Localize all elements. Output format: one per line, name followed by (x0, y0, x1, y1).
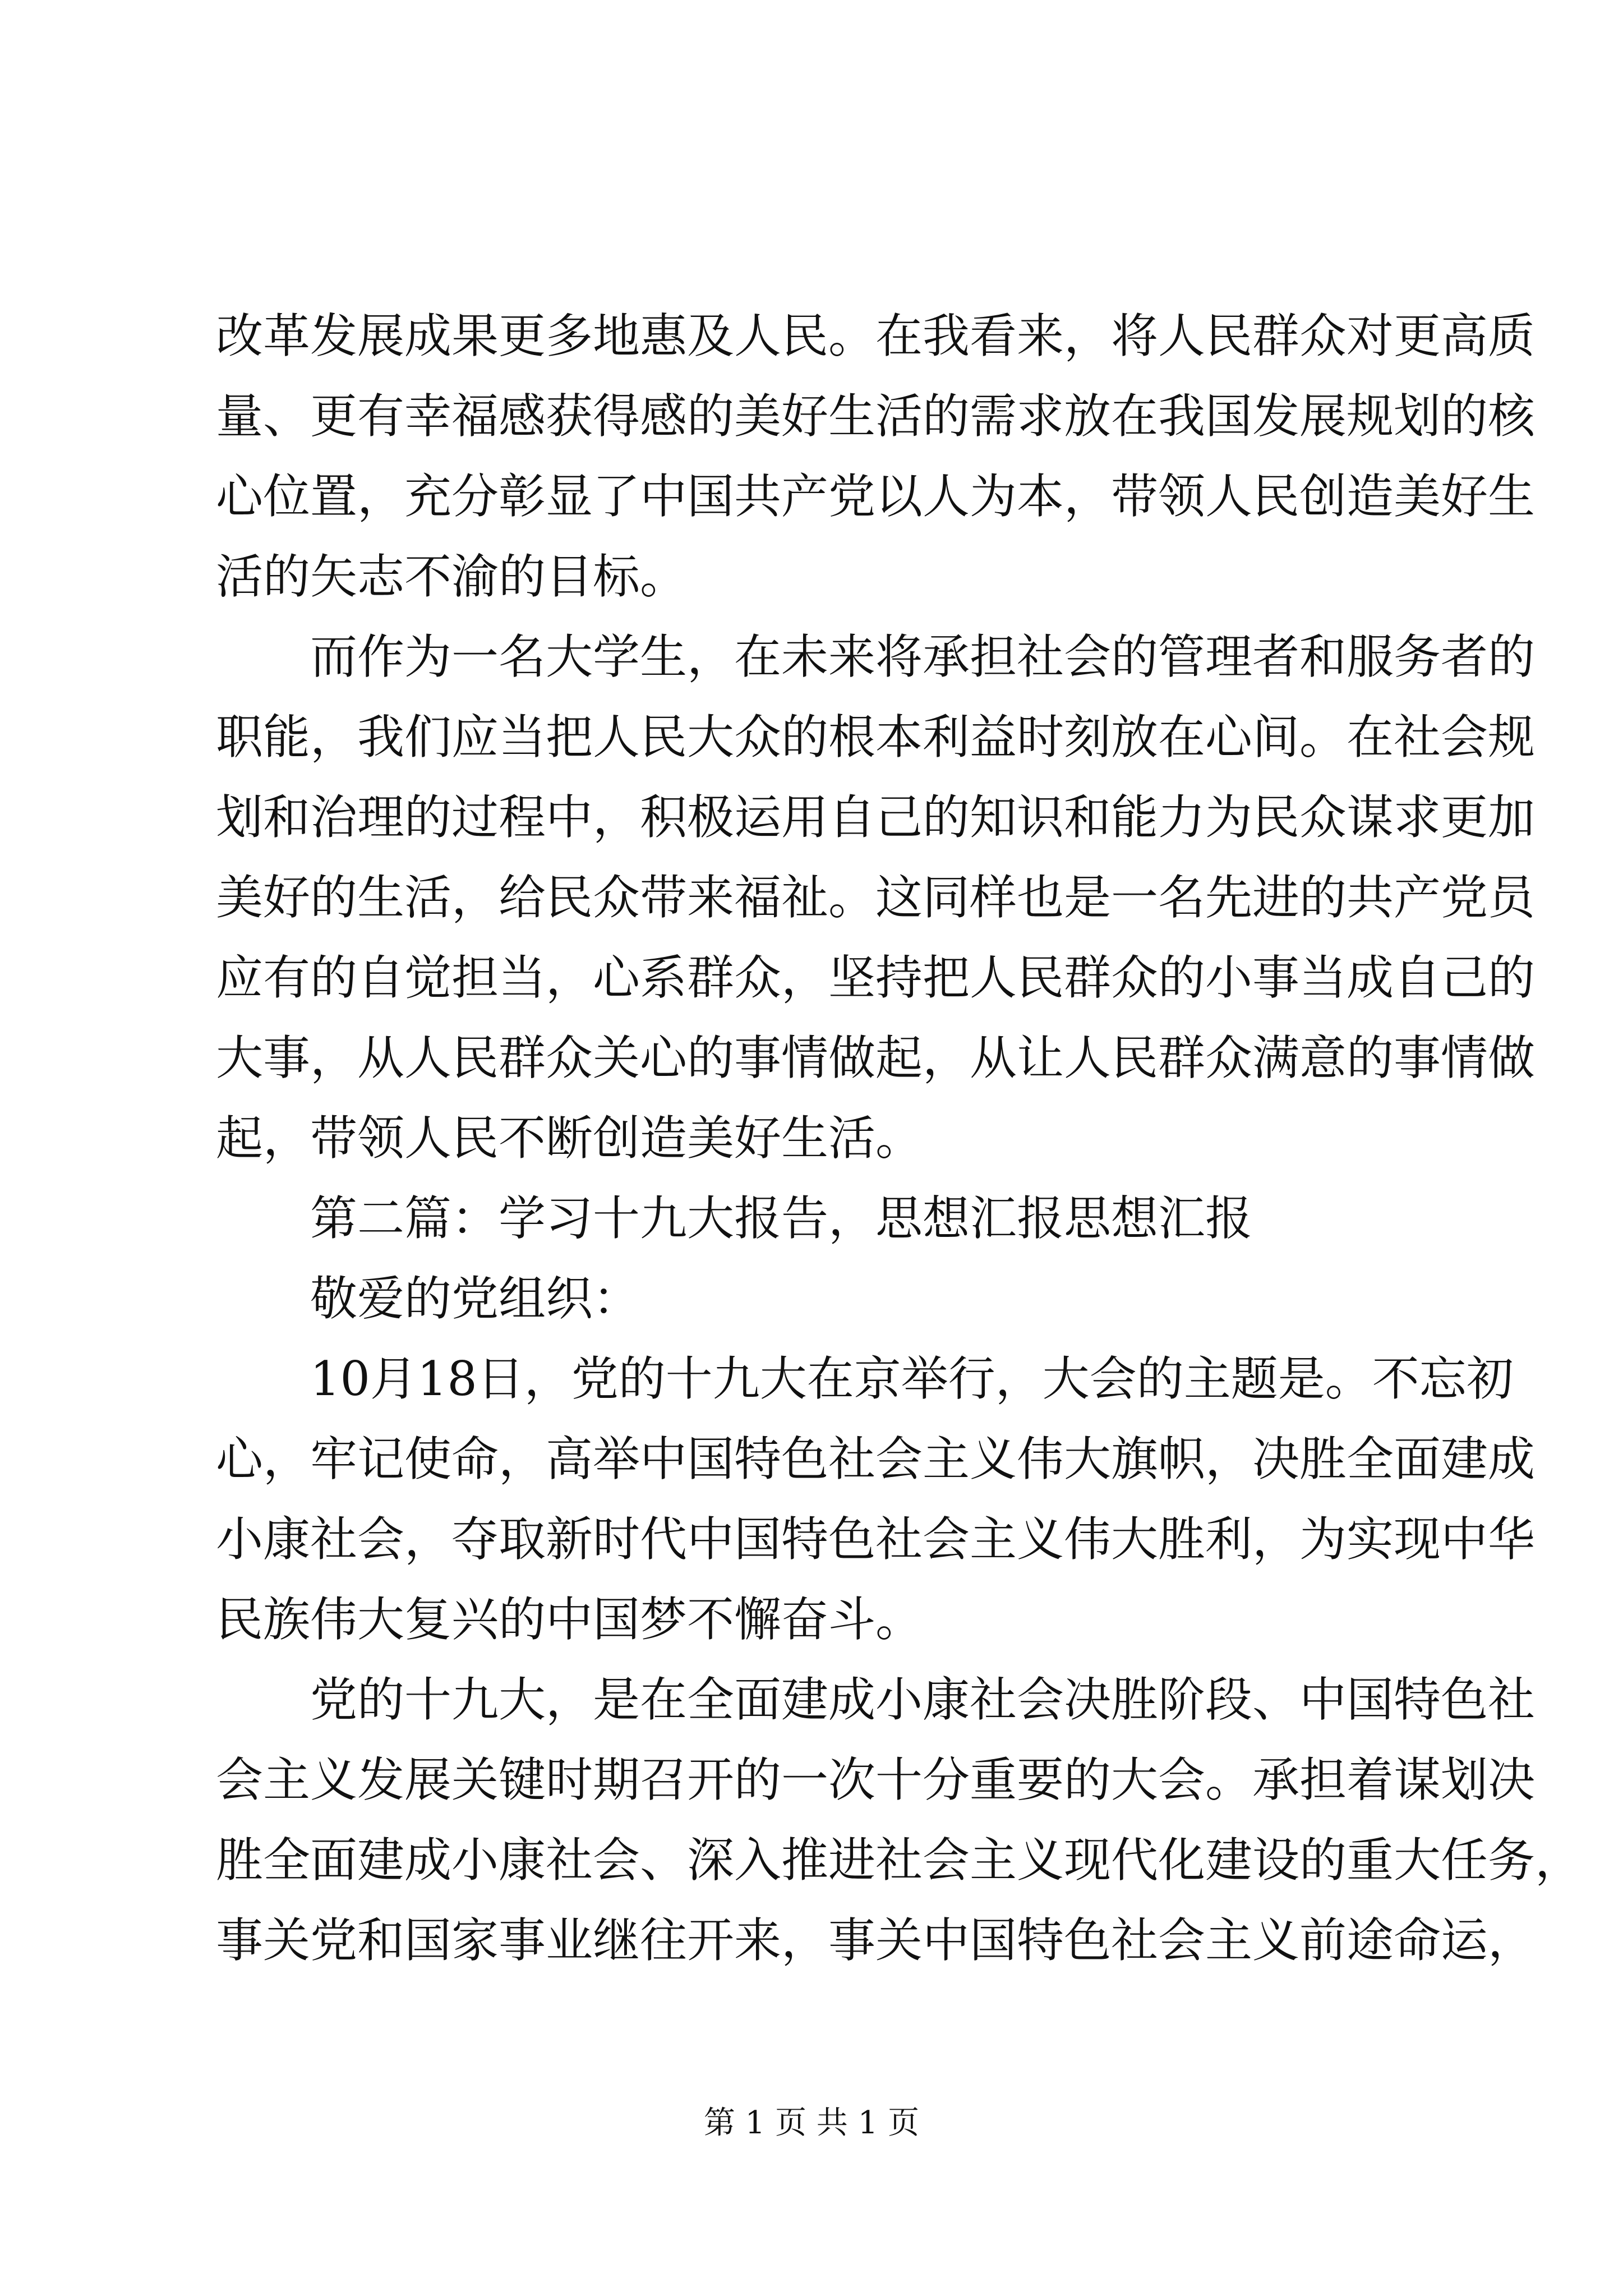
document-body (216, 296, 1583, 1981)
page-number-footer: 第 1 页 共 1 页 (703, 2105, 920, 2141)
text-line: 应有的自觉担当，心系群众，坚持把人民群众的小事当成自己的 (216, 950, 1536, 1005)
paragraph-first-line: 而作为一名大学生，在未来将承担社会的管理者和服务者的 (310, 629, 1536, 684)
salutation: 敬爱的党组织： (310, 1271, 640, 1326)
text-line: 划和治理的过程中，积极运用自己的知识和能力为民众谋求更加 (216, 790, 1536, 845)
text-line: 心位置，充分彰显了中国共产党以人为本，带领人民创造美好生 (216, 469, 1536, 524)
section-heading: 第二篇：学习十九大报告，思想汇报思想汇报 (310, 1191, 1253, 1246)
text-line: 心，牢记使命，高举中国特色社会主义伟大旗帜，决胜全面建成 (216, 1432, 1536, 1487)
text-line: 起，带领人民不断创造美好生活。 (216, 1111, 923, 1166)
text-line: 小康社会，夺取新时代中国特色社会主义伟大胜利，为实现中华 (216, 1512, 1536, 1567)
text-line: 美好的生活，给民众带来福祉。这同样也是一名先进的共产党员 (216, 870, 1536, 925)
text-line: 民族伟大复兴的中国梦不懈奋斗。 (216, 1592, 923, 1647)
text-line: 职能，我们应当把人民大众的根本利益时刻放在心间。在社会规 (216, 710, 1536, 765)
paragraph-first-line: 10月18日，党的十九大在京举行，大会的主题是。不忘初 (310, 1351, 1514, 1406)
text-line: 活的矢志不渝的目标。 (216, 549, 688, 604)
text-line: 胜全面建成小康社会、深入推进社会主义现代化建设的重大任务， (216, 1833, 1583, 1888)
paragraph-first-line: 党的十九大，是在全面建成小康社会决胜阶段、中国特色社 (310, 1672, 1536, 1727)
text-line: 会主义发展关键时期召开的一次十分重要的大会。承担着谋划决 (216, 1752, 1536, 1807)
text-line: 大事，从人民群众关心的事情做起，从让人民群众满意的事情做 (216, 1030, 1536, 1085)
text-line: 量、更有幸福感获得感的美好生活的需求放在我国发展规划的核 (216, 389, 1536, 444)
text-line: 改革发展成果更多地惠及人民。在我看来，将人民群众对更高质 (216, 309, 1536, 364)
text-line: 事关党和国家事业继往开来，事关中国特色社会主义前途命运， (216, 1913, 1536, 1968)
